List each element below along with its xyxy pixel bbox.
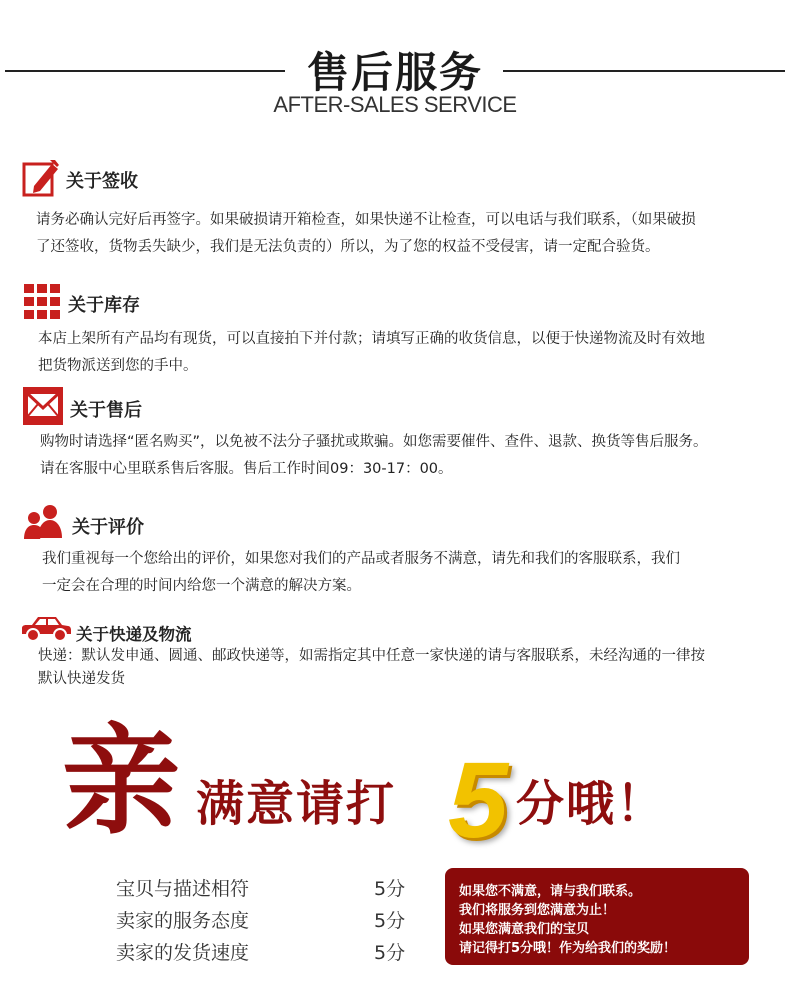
note-line: 如果您不满意，请与我们联系。 [459, 884, 642, 899]
note-line: 如果您满意我们的宝贝 [459, 922, 590, 937]
rating-label: 卖家的发货速度 [116, 942, 250, 964]
section-line: 一定会在合理的时间内给您一个满意的解决方案。 [42, 578, 361, 594]
section-line: 我们重视每一个您给出的评价，如果您对我们的产品或者服务不满意，请先和我们的客服联系，我们 [42, 551, 680, 567]
page-subtitle: AFTER-SALES SERVICE [273, 92, 517, 117]
car-icon [20, 614, 72, 644]
section-body-signing [36, 207, 696, 261]
users-icon [24, 504, 66, 540]
edit-icon [22, 158, 60, 198]
section-title-review: 关于评价 [72, 517, 144, 538]
envelope-icon [22, 386, 64, 426]
section-title-signing: 关于签收 [66, 171, 138, 192]
section-body-aftersales [40, 429, 708, 483]
note-line: 请记得打5分哦！作为给我们的奖励！ [459, 941, 677, 956]
section-line: 快递：默认发申通、圆通、邮政快递等，如需指定其中任意一家快递的请与客服联系，未经沟通的一律按 [38, 648, 705, 664]
section-line: 了还签收，货物丢失缺少，我们是无法负责的）所以，为了您的权益不受侵害，请一定配合验货。 [36, 239, 660, 255]
slogan-text-b: 分哦！ [516, 776, 667, 832]
section-line: 购物时请选择“匿名购买”，以免被不法分子骚扰或欺骗。如您需要催件、查件、退款、换货等售后服务。 [40, 434, 708, 450]
rating-score: 5分 [374, 942, 406, 964]
rating-label: 卖家的服务态度 [116, 910, 250, 932]
grid-icon [24, 284, 62, 320]
section-body-review [42, 546, 680, 600]
section-body-stock [38, 326, 705, 380]
rating-score: 5分 [374, 910, 406, 932]
section-line: 本店上架所有产品均有现货，可以直接拍下并付款；请填写正确的收货信息，以便于快递物流及时有效地 [38, 331, 705, 347]
section-title-stock: 关于库存 [68, 295, 140, 316]
slogan-text-a: 满意请打 [196, 776, 397, 832]
page-title: 售后服务 [306, 48, 483, 97]
section-body-shipping [38, 645, 705, 691]
section-line: 请在客服中心里联系售后客服。售后工作时间09：30-17：00。 [40, 461, 453, 477]
note-line: 我们将服务到您满意为止！ [459, 903, 616, 918]
section-line: 把货物派送到您的手中。 [38, 358, 198, 374]
section-line: 默认快递发货 [38, 671, 125, 687]
rating-label: 宝贝与描述相符 [116, 878, 250, 900]
slogan-five: 5 [448, 739, 509, 860]
slogan-qin: 亲 [62, 711, 181, 850]
note-box [445, 868, 749, 965]
rating-score: 5分 [374, 878, 406, 900]
section-title-shipping: 关于快递及物流 [76, 625, 192, 644]
section-title-aftersales: 关于售后 [70, 400, 142, 421]
section-line: 请务必确认完好后再签字。如果破损请开箱检查，如果快递不让检查，可以电话与我们联系，（如果破损 [36, 212, 696, 228]
